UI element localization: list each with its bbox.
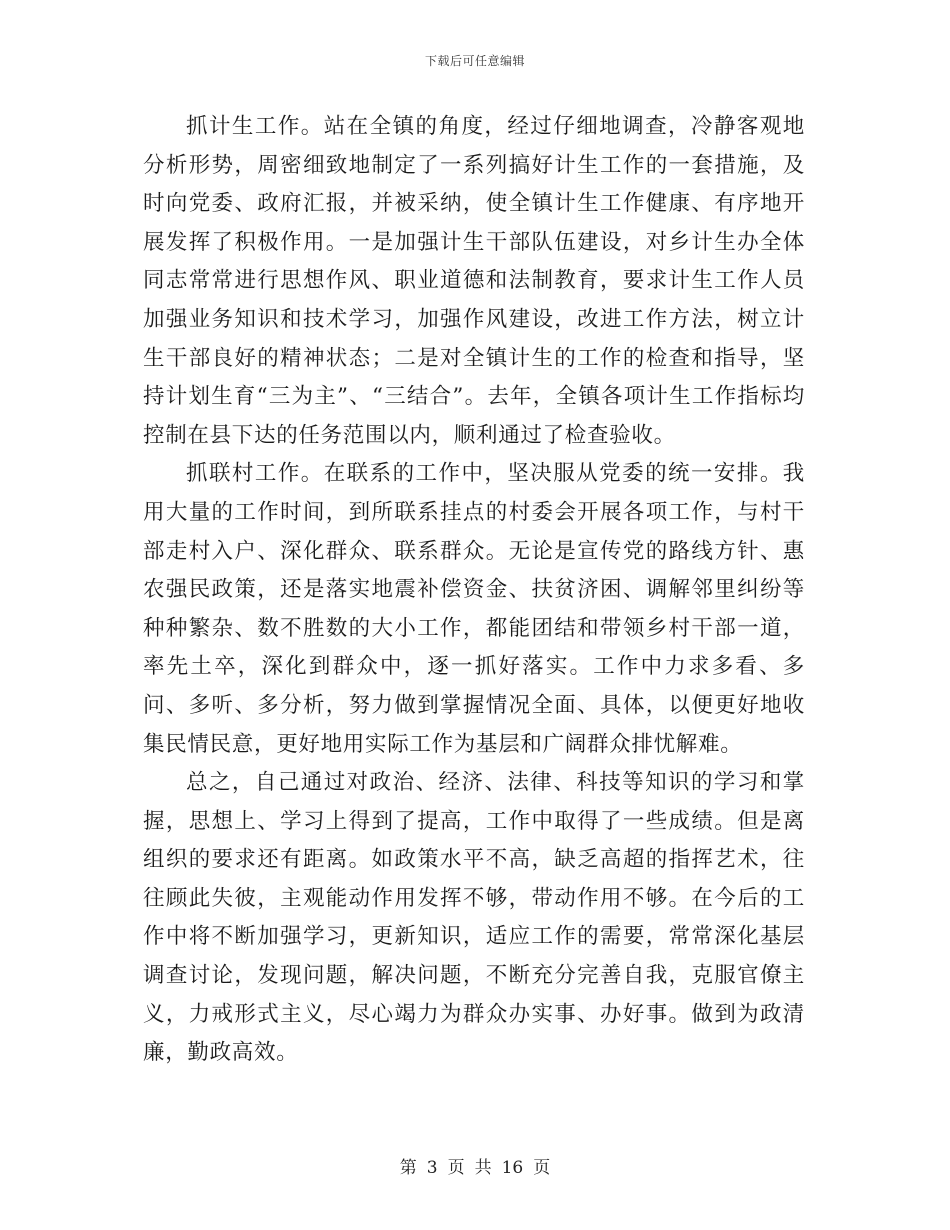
page-prefix: 第 (399, 1158, 417, 1178)
paragraph-summary: 总之，自己通过对政治、经济、法律、科技等知识的学习和掌握，思想上、学习上得到了提高，工作中取得了一些成绩。但是离组织的要求还有距离。如政策水平不高，缺乏高超的指挥艺术，往往顾此失彼，主观能动作用发挥不够，带动作用不够。在今后的工作中将不断加强学习，更新知识，适应工作的需要，常常深化基层调查讨论，发现问题，解决问题，不断充分完善自我，克服官僚主义，力戒形式主义，尽心竭力为群众办实事、办好事。做到为政清廉，勤政高效。 (143, 770, 805, 1066)
page-current-number: 3 (426, 1158, 438, 1178)
page-footer (0, 1153, 950, 1178)
page-header-note: 下载后可任意编辑 (424, 54, 525, 68)
paragraph-village-liaison: 抓联村工作。在联系的工作中，坚决服从党委的统一安排。我用大量的工作时间，到所联系挂点的村委会开展各项工作，与村干部走村入户、深化群众、联系群众。无论是宣传党的路线方针、惠农强民政策，还是落实地震补偿资金、扶贫济困、调解邻里纠纷等种种繁杂、数不胜数的大小工作，都能团结和带领乡村干部一道，率先土卒，深化到群众中，逐一抓好落实。工作中力求多看、多问、多听、多分析，努力做到掌握情况全面、具体，以便更好地收集民情民意，更好地用实际工作为基层和广阔群众排忧解难。 (143, 461, 805, 757)
document-body (143, 108, 805, 1073)
paragraph-family-planning: 抓计生工作。站在全镇的角度，经过仔细地调查，冷静客观地分析形势，周密细致地制定了一系列搞好计生工作的一套措施，及时向党委、政府汇报，并被采纳，使全镇计生工作健康、有序地开展发挥了积极作用。一是加强计生干部队伍建设，对乡计生办全体同志常常进行思想作风、职业道德和法制教育，要求计生工作人员加强业务知识和技术学习，加强作风建设，改进工作方法，树立计生干部良好的精神状态；二是对全镇计生的工作的检查和指导，坚持计划生育“三为主”、“三结合”。去年，全镇各项计生工作指标均控制在县下达的任务范围以内，顺利通过了检查验收。 (143, 114, 805, 448)
page-total-number: 16 (501, 1158, 524, 1178)
total-prefix: 共 (474, 1158, 492, 1178)
page-suffix: 页 (533, 1158, 551, 1178)
page-mid-label: 页 (447, 1158, 465, 1178)
